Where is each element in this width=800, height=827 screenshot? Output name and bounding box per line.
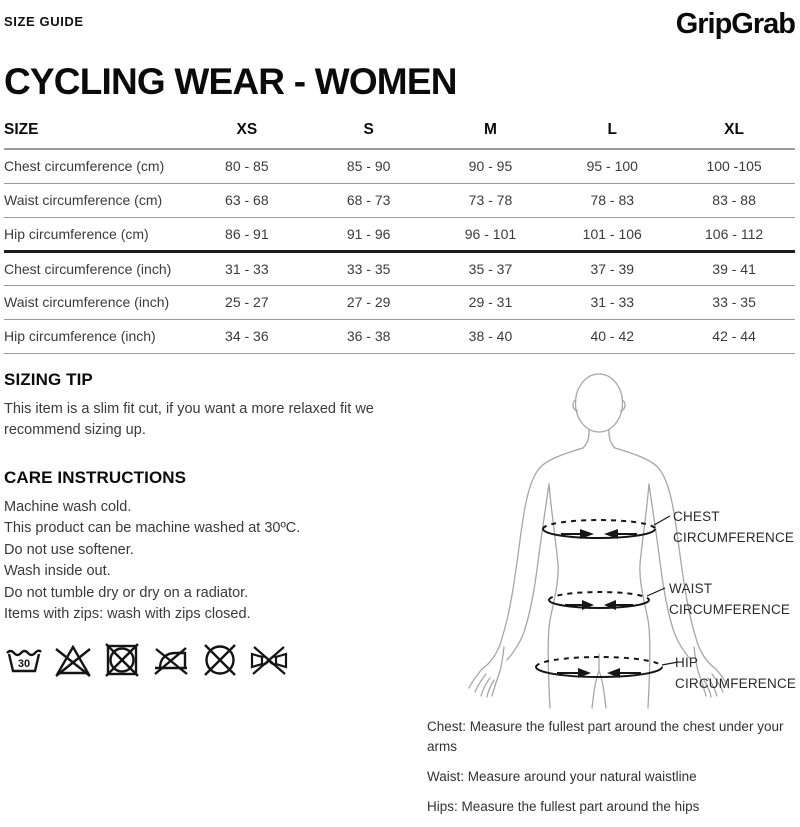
top-bar — [4, 10, 795, 39]
chest-circumference-label: CHEST CIRCUMFERENCE — [673, 506, 791, 549]
do-not-dry-clean-icon — [200, 640, 240, 680]
row-label: Hip circumference (inch) — [4, 319, 186, 353]
table-row — [4, 251, 795, 285]
cell-value: 85 - 90 — [308, 149, 430, 183]
care-line: Items with zips: wash with zips closed. — [4, 604, 406, 626]
do-not-iron-icon — [151, 640, 191, 680]
table-row — [4, 285, 795, 319]
do-not-tumble-dry-icon — [102, 640, 142, 680]
cell-value: 37 - 39 — [551, 251, 673, 285]
table-row — [4, 217, 795, 251]
cell-value: 42 - 44 — [673, 319, 795, 353]
col-l: L — [551, 121, 673, 149]
sizing-tip-text: This item is a slim fit cut, if you want a more relaxed fit we recommend sizing up. — [4, 399, 404, 441]
cell-value: 34 - 36 — [186, 319, 308, 353]
cell-value: 100 -105 — [673, 149, 795, 183]
cell-value: 91 - 96 — [308, 217, 430, 251]
cell-value: 95 - 100 — [551, 149, 673, 183]
col-xl: XL — [673, 121, 795, 149]
cell-value: 73 - 78 — [430, 183, 552, 217]
care-heading: CARE INSTRUCTIONS — [4, 468, 406, 488]
cell-value: 39 - 41 — [673, 251, 795, 285]
cell-value: 83 - 88 — [673, 183, 795, 217]
gripgrab-logo: GripGrab — [676, 10, 795, 39]
col-xs: XS — [186, 121, 308, 149]
cell-value: 33 - 35 — [673, 285, 795, 319]
cell-value: 38 - 40 — [430, 319, 552, 353]
page-title: CYCLING WEAR - WOMEN — [4, 63, 795, 100]
cell-value: 29 - 31 — [430, 285, 552, 319]
cell-value: 80 - 85 — [186, 149, 308, 183]
hips-note: Hips: Measure the fullest part around the hips — [427, 797, 795, 818]
cell-value: 68 - 73 — [308, 183, 430, 217]
cell-value: 36 - 38 — [308, 319, 430, 353]
cell-value: 27 - 29 — [308, 285, 430, 319]
col-m: M — [430, 121, 552, 149]
care-line: Do not use softener. — [4, 540, 406, 562]
care-line: Machine wash cold. — [4, 497, 406, 519]
sizing-tip-heading: SIZING TIP — [4, 370, 406, 390]
row-label: Chest circumference (inch) — [4, 251, 186, 285]
cell-value: 40 - 42 — [551, 319, 673, 353]
row-label: Waist circumference (cm) — [4, 183, 186, 217]
svg-text:30: 30 — [18, 658, 30, 670]
measurement-notes — [427, 717, 795, 819]
table-row — [4, 183, 795, 217]
waist-note: Waist: Measure around your natural waistline — [427, 767, 795, 788]
cell-value: 33 - 35 — [308, 251, 430, 285]
lower-content — [4, 370, 795, 827]
cell-value: 25 - 27 — [186, 285, 308, 319]
right-column — [427, 370, 795, 827]
table-row — [4, 149, 795, 183]
do-not-bleach-icon — [53, 640, 93, 680]
cell-value: 106 - 112 — [673, 217, 795, 251]
hip-circumference-label: HIP CIRCUMFERENCE — [675, 652, 793, 695]
cell-value: 31 - 33 — [186, 251, 308, 285]
cell-value: 90 - 95 — [430, 149, 552, 183]
row-label: Hip circumference (cm) — [4, 217, 186, 251]
waist-circumference-label: WAIST CIRCUMFERENCE — [669, 578, 787, 621]
cell-value: 78 - 83 — [551, 183, 673, 217]
page-eyebrow: SIZE GUIDE — [4, 10, 84, 29]
care-symbols-row — [4, 640, 406, 680]
cell-value: 96 - 101 — [430, 217, 552, 251]
size-table-header — [4, 121, 795, 149]
cell-value: 31 - 33 — [551, 285, 673, 319]
care-line: Do not tumble dry or dry on a radiator. — [4, 583, 406, 605]
col-s: S — [308, 121, 430, 149]
left-column — [4, 370, 406, 827]
row-label: Chest circumference (cm) — [4, 149, 186, 183]
machine-wash-30-icon — [4, 640, 44, 680]
care-line: This product can be machine washed at 30ºC. — [4, 518, 406, 540]
size-table — [4, 121, 795, 354]
cell-value: 86 - 91 — [186, 217, 308, 251]
body-measurement-diagram — [427, 370, 795, 710]
care-instructions-section — [4, 468, 406, 626]
chest-note: Chest: Measure the fullest part around the chest under your arms — [427, 717, 795, 759]
col-size: SIZE — [4, 121, 186, 149]
row-label: Waist circumference (inch) — [4, 285, 186, 319]
care-line: Wash inside out. — [4, 561, 406, 583]
table-row — [4, 319, 795, 353]
cell-value: 101 - 106 — [551, 217, 673, 251]
cell-value: 63 - 68 — [186, 183, 308, 217]
cell-value: 35 - 37 — [430, 251, 552, 285]
do-not-wring-icon — [249, 640, 289, 680]
